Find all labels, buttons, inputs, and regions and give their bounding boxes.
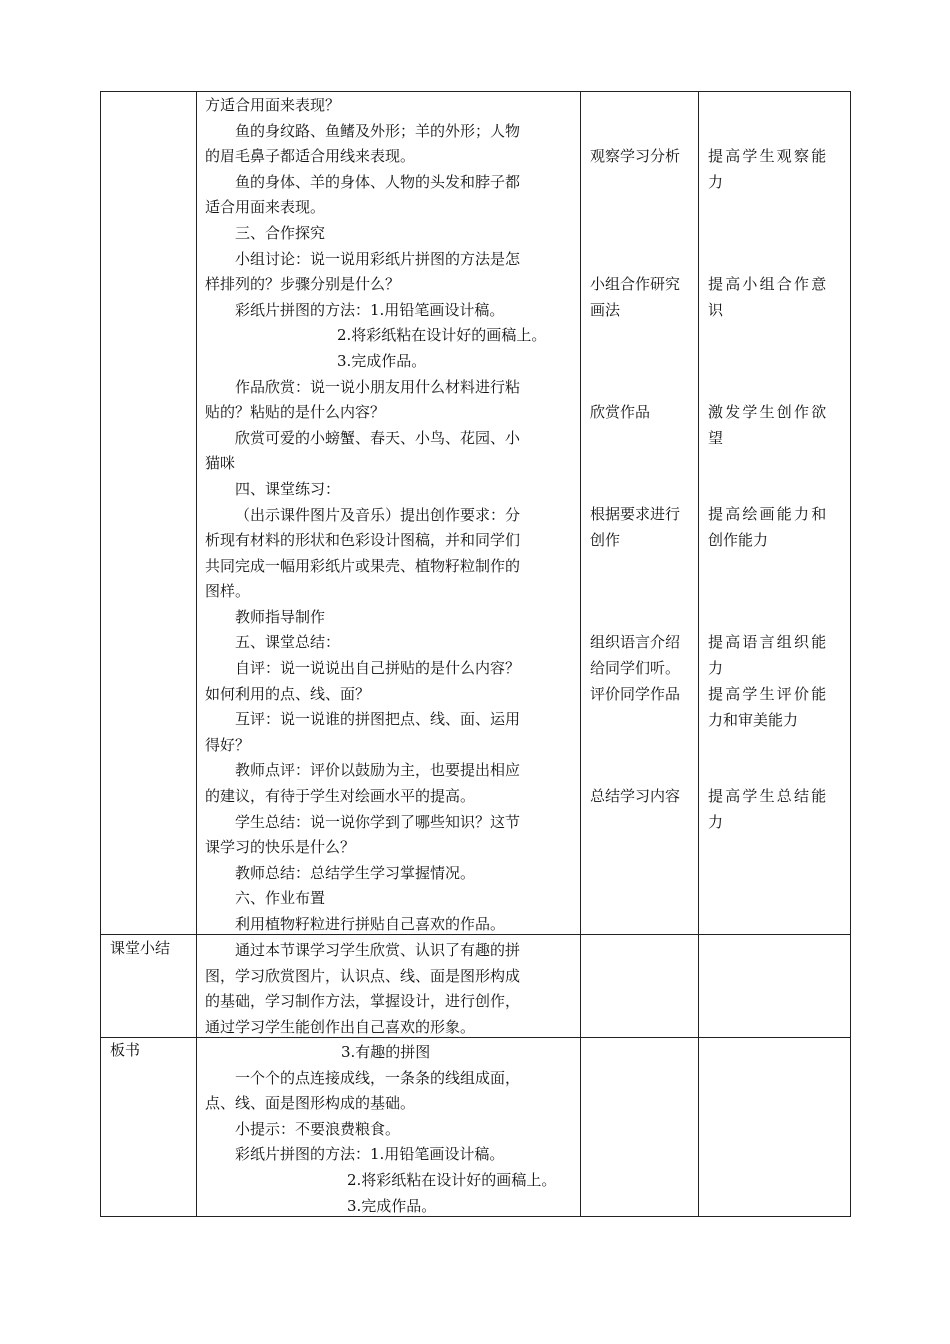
content-line: 小组讨论：说一说用彩纸片拼图的方法是怎 xyxy=(235,249,521,268)
process-content-cell xyxy=(205,93,577,938)
content-line: 2.将彩纸粘在设计好的画稿上。 xyxy=(337,326,547,345)
content-line: 彩纸片拼图的方法：1.用铅笔画设计稿。 xyxy=(235,1145,505,1164)
content-line: 利用植物籽粒进行拼贴自己喜欢的作品。 xyxy=(235,915,506,933)
content-line: 学生总结：说一说你学到了哪些知识？这节 xyxy=(235,812,521,831)
summary-content-cell xyxy=(205,938,577,1040)
content-line: 作品欣赏：说一说小朋友用什么材料进行粘 xyxy=(235,377,521,396)
student-activity-text: 总结学习内容 xyxy=(590,787,681,805)
design-intent-text: 提高小组合作意 xyxy=(708,275,829,293)
design-intent-text: 提高学生评价能 xyxy=(708,685,829,703)
student-activity-text: 画法 xyxy=(590,301,621,319)
content-line: 彩纸片拼图的方法：1.用铅笔画设计稿。 xyxy=(235,300,505,319)
student-activity-text: 欣赏作品 xyxy=(590,403,651,421)
section-heading: 四、课堂练习： xyxy=(235,479,341,498)
student-activity-text: 观察学习分析 xyxy=(590,147,681,165)
content-line: 析现有材料的形状和色彩设计图稿，并和同学们 xyxy=(205,531,521,550)
summary-row-label: 课堂小结 xyxy=(110,939,171,957)
section-heading: 六、作业布置 xyxy=(235,889,326,908)
content-line: 图，学习欣赏图片，认识点、线、面是图形构成 xyxy=(205,966,521,985)
content-line: 点、线、面是图形构成的基础。 xyxy=(205,1094,416,1113)
design-intent-text: 提高学生总结能 xyxy=(708,787,829,805)
content-line: 课学习的快乐是什么？ xyxy=(205,838,356,857)
content-line: 一个个的点连接成线，一条条的线组成面， xyxy=(235,1068,521,1087)
content-line: 互评：说一说谁的拼图把点、线、面、运用 xyxy=(235,710,521,729)
content-line: （出示课件图片及音乐）提出创作要求：分 xyxy=(235,505,521,524)
content-line: 的基础，学习制作方法，掌握设计，进行创作， xyxy=(205,992,521,1011)
student-activity-text: 创作 xyxy=(590,531,621,549)
content-line: 教师点评：评价以鼓励为主，也要提出相应 xyxy=(235,761,521,780)
student-activity-text: 根据要求进行 xyxy=(590,505,681,523)
content-line: 图样。 xyxy=(205,582,251,601)
board-title: 3.有趣的拼图 xyxy=(341,1043,431,1061)
board-row-label: 板书 xyxy=(110,1041,141,1059)
student-activity-text: 评价同学作品 xyxy=(590,685,681,703)
content-line: 鱼的身纹路、鱼鳍及外形；羊的外形；人物 xyxy=(235,121,521,140)
design-intent-text: 提高学生观察能 xyxy=(708,147,829,165)
table-border-right xyxy=(850,91,851,1217)
content-line: 猫咪 xyxy=(205,454,236,473)
student-activity-text: 组织语言介绍 xyxy=(590,633,681,651)
design-intent-text: 提高语言组织能 xyxy=(708,633,829,651)
content-line: 3.完成作品。 xyxy=(337,351,427,370)
design-intent-text: 提高绘画能力和 xyxy=(708,505,829,523)
content-line: 3.完成作品。 xyxy=(347,1196,437,1215)
table-border-left xyxy=(100,91,101,1217)
design-intent-text: 力 xyxy=(708,813,724,831)
design-intent-text: 力和审美能力 xyxy=(708,711,799,729)
section-heading: 五、课堂总结： xyxy=(235,633,341,652)
column-divider xyxy=(196,91,197,1217)
student-activity-text: 给同学们听。 xyxy=(590,659,681,677)
table-border-top xyxy=(100,91,851,92)
column-divider xyxy=(580,91,581,1217)
content-line: 得好？ xyxy=(205,735,251,754)
content-line: 适合用面来表现。 xyxy=(205,198,326,217)
content-line: 贴的？粘贴的是什么内容？ xyxy=(205,403,386,422)
content-line: 通过学习学生能创作出自己喜欢的形象。 xyxy=(205,1017,476,1036)
content-line: 的眉毛鼻子都适合用线来表现。 xyxy=(205,147,416,166)
design-intent-text: 激发学生创作欲 xyxy=(708,403,829,421)
content-line: 样排列的？步骤分别是什么？ xyxy=(205,275,401,294)
content-line: 教师总结：总结学生学习掌握情况。 xyxy=(235,863,476,882)
student-activity-text: 小组合作研究 xyxy=(590,275,681,293)
column-divider xyxy=(698,91,699,1217)
content-line: 共同完成一幅用彩纸片或果壳、植物籽粒制作的 xyxy=(205,556,521,575)
content-line: 欣赏可爱的小螃蟹、春天、小鸟、花园、小 xyxy=(235,428,521,447)
content-line: 自评：说一说说出自己拼贴的是什么内容？ xyxy=(235,659,521,678)
board-content-cell xyxy=(205,1040,577,1219)
content-line: 的建议，有待于学生对绘画水平的提高。 xyxy=(205,787,476,806)
content-line: 2.将彩纸粘在设计好的画稿上。 xyxy=(347,1170,557,1189)
section-heading: 三、合作探究 xyxy=(235,223,326,242)
design-intent-text: 识 xyxy=(708,301,724,319)
design-intent-text: 力 xyxy=(708,173,724,191)
content-line: 通过本节课学习学生欣赏、认识了有趣的拼 xyxy=(235,941,521,959)
content-line: 教师指导制作 xyxy=(235,607,326,626)
content-line: 鱼的身体、羊的身体、人物的头发和脖子都 xyxy=(235,172,521,191)
content-line: 小提示：不要浪费粮食。 xyxy=(235,1119,401,1138)
content-line: 方适合用面来表现？ xyxy=(205,96,341,114)
content-line: 如何利用的点、线、面？ xyxy=(205,684,371,703)
design-intent-text: 创作能力 xyxy=(708,531,769,549)
design-intent-text: 力 xyxy=(708,659,724,677)
design-intent-text: 望 xyxy=(708,429,724,447)
